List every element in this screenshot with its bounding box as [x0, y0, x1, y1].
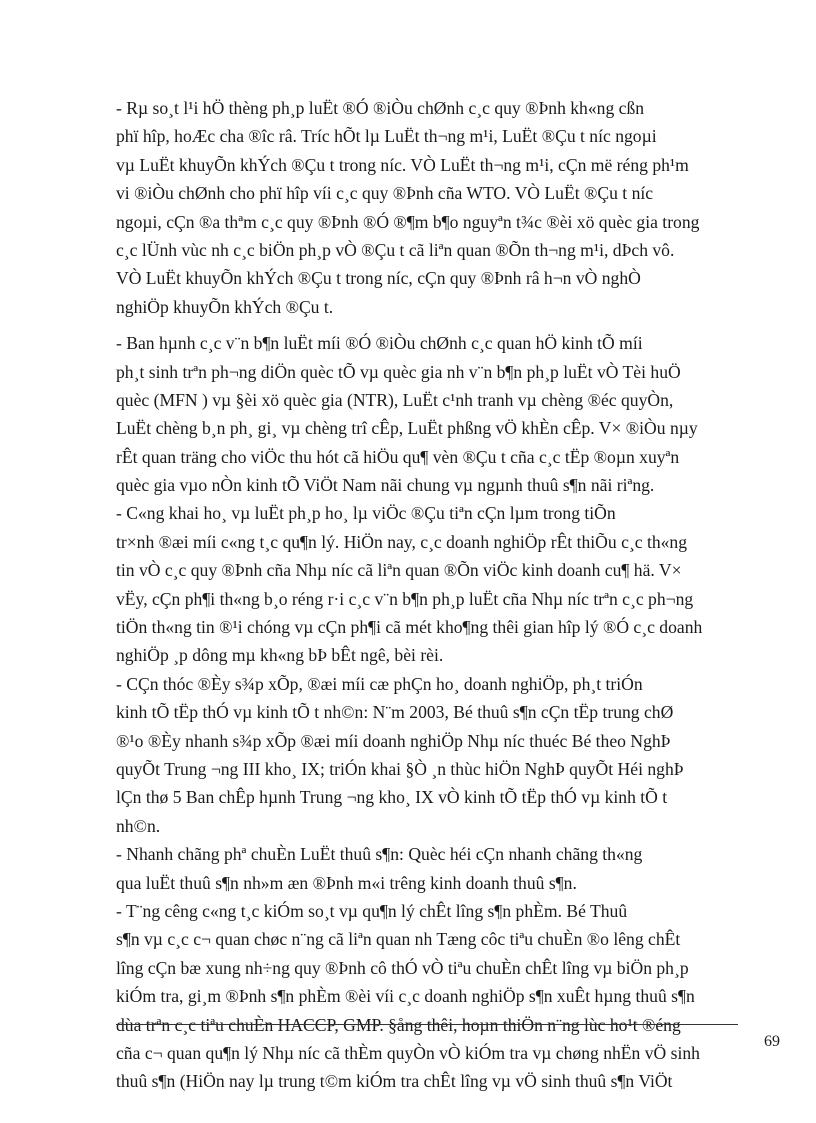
- text-line: nghiÖp ¸p dông mµ kh«ng bÞ bÊt ngê, bèi rèi.: [116, 645, 444, 666]
- text-line: vËy, cÇn ph¶i th«ng b¸o réng r·i c¸c v¨n b¶n ph¸p luËt cña Nhµ níc trªn c¸c ph¬ng: [116, 588, 694, 609]
- text-line: kinh tÕ tËp thÓ vµ kinh tÕ t nh©n: N¨m 2003, Bé thuû s¶n cÇn tËp trung chØ: [116, 702, 674, 723]
- page-number: 69: [764, 1033, 780, 1050]
- text-line: quèc (MFN ) vµ §èi xö quèc gia (NTR), LuËt c¹nh tranh vµ chèng ®éc quyÒn,: [116, 389, 674, 410]
- text-line: - Ban hµnh c¸c v¨n b¶n luËt míi ®Ó ®iÒu chØnh c¸c quan hÖ kinh tÕ míi: [116, 333, 643, 354]
- text-line: vµ LuËt khuyÕn khÝch ®Çu t trong níc. VÒ LuËt th¬ng m¹i, cÇn më réng ph¹m: [116, 154, 689, 175]
- text-line: VÒ LuËt khuyÕn khÝch ®Çu t trong níc, cÇn quy ®Þnh râ h¬n vÒ nghÒ: [116, 268, 641, 289]
- paragraph-publicize-laws: [116, 499, 764, 669]
- text-line: quyÕt Trung ¬ng III kho¸ IX; triÓn khai §Ò ¸n thùc hiÖn NghÞ quyÕt Héi nghÞ: [116, 758, 684, 779]
- paragraph-enterprise-reform: [116, 670, 764, 840]
- text-line: cña c¬ quan qu¶n lý Nhµ níc cã thÈm quyÒn vÒ kiÓm tra vµ chøng nhËn vÖ sinh: [116, 1042, 700, 1063]
- text-line: tiÖn th«ng tin ®¹i chóng vµ cÇn ph¶i cã mét kho¶ng thêi gian hîp lý ®Ó c¸c doanh: [116, 617, 703, 638]
- text-line: s¶n vµ c¸c c¬ quan chøc n¨ng cã liªn quan nh Tæng côc tiªu chuÈn ®o lêng chÊt: [116, 929, 681, 950]
- footer-rule: [116, 1024, 738, 1025]
- text-line: phï hîp, hoÆc cha ®îc râ. Tríc hÕt lµ LuËt th¬ng m¹i, LuËt ®Çu t níc ngoµi: [116, 126, 657, 147]
- text-line: tin vÒ c¸c quy ®Þnh cña Nhµ níc cã liªn quan ®Õn viÖc kinh doanh cu¶ hä. V×: [116, 560, 682, 581]
- text-line: ®¹o ®Èy nhanh s¾p xÕp ®æi míi doanh nghiÖp Nhµ níc thuéc Bé theo NghÞ: [116, 730, 671, 751]
- text-line: LuËt chèng b¸n ph¸ gi¸ vµ chèng trî cÊp, LuËt phßng vÖ khÈn cÊp. V× ®iÒu nµy: [116, 418, 698, 439]
- text-line: lîng cÇn bæ xung nh÷ng quy ®Þnh cô thÓ vÒ tiªu chuÈn chÊt lîng vµ biÖn ph¸p: [116, 957, 689, 978]
- paragraph-new-laws: [116, 329, 764, 499]
- paragraph-quality-control: [116, 897, 764, 1096]
- text-line: c¸c lÜnh vùc nh c¸c biÖn ph¸p vÒ ®Çu t cã liªn quan ®Õn th¬ng m¹i, dÞch vô.: [116, 239, 675, 260]
- text-line: ph¸t sinh trªn ph¬ng diÖn quèc tÕ vµ quèc gia nh v¨n b¶n ph¸p luËt vÒ Tèi huÖ: [116, 361, 681, 382]
- paragraph-legal-review: [116, 94, 764, 321]
- text-line: - Rµ so¸t l¹i hÖ thèng ph¸p luËt ®Ó ®iÒu chØnh c¸c quy ®Þnh kh«ng cßn: [116, 98, 645, 118]
- text-line: nghiÖp khuyÕn khÝch ®Çu t.: [116, 296, 334, 317]
- text-line: - C«ng khai ho¸ vµ luËt ph¸p ho¸ lµ viÖc ®Çu tiªn cÇn lµm trong tiÕn: [116, 503, 616, 524]
- text-line: thuû s¶n (HiÖn nay lµ trung t©m kiÓm tra chÊt lîng vµ vÖ sinh thuû s¶n ViÖt: [116, 1071, 673, 1092]
- text-line: quèc gia vµo nÒn kinh tÕ ViÖt Nam nãi chung vµ ngµnh thuû s¶n nãi riªng.: [116, 475, 655, 496]
- text-line: qua luËt thuû s¶n nh»m æn ®Þnh m«i trêng kinh doanh thuû s¶n.: [116, 872, 577, 893]
- text-line: - Nhanh chãng phª chuÈn LuËt thuû s¶n: Quèc héi cÇn nhanh chãng th«ng: [116, 844, 643, 865]
- text-line: - T¨ng cêng c«ng t¸c kiÓm so¸t vµ qu¶n lý chÊt lîng s¶n phÈm. Bé Thuû: [116, 900, 628, 921]
- text-line: dùa trªn c¸c tiªu chuÈn HACCP, GMP. §ång thêi, hoµn thiÖn n¨ng lùc ho¹t ®éng: [116, 1014, 681, 1035]
- body-text: [116, 94, 764, 1096]
- text-line: ngoµi, cÇn ®a thªm c¸c quy ®Þnh ®Ó ®¶m b¶o nguyªn t¾c ®èi xö quèc gia trong: [116, 211, 700, 232]
- paragraph-fisheries-law: [116, 840, 764, 897]
- paragraph-gap: [116, 321, 764, 329]
- text-line: rÊt quan träng cho viÖc thu hót cã hiÖu qu¶ vèn ®Çu t cña c¸c tËp ®oµn xuyªn: [116, 446, 680, 467]
- text-line: lÇn thø 5 Ban chÊp hµnh Trung ¬ng kho¸ IX vÒ kinh tÕ tËp thÓ vµ kinh tÕ t: [116, 787, 668, 808]
- text-line: tr×nh ®æi míi c«ng t¸c qu¶n lý. HiÖn nay, c¸c doanh nghiÖp rÊt thiÕu c¸c th«ng: [116, 531, 688, 552]
- text-line: - CÇn thóc ®Èy s¾p xÕp, ®æi míi cæ phÇn ho¸ doanh nghiÖp, ph¸t triÓn: [116, 673, 643, 694]
- text-line: nh©n.: [116, 815, 161, 836]
- text-line: kiÓm tra, gi¸m ®Þnh s¶n phÈm ®èi víi c¸c doanh nghiÖp s¶n xuÊt hµng thuû s¶n: [116, 986, 695, 1007]
- text-line: vi ®iÒu chØnh cho phï hîp víi c¸c quy ®Þnh cña WTO. VÒ LuËt ®Çu t níc: [116, 183, 654, 204]
